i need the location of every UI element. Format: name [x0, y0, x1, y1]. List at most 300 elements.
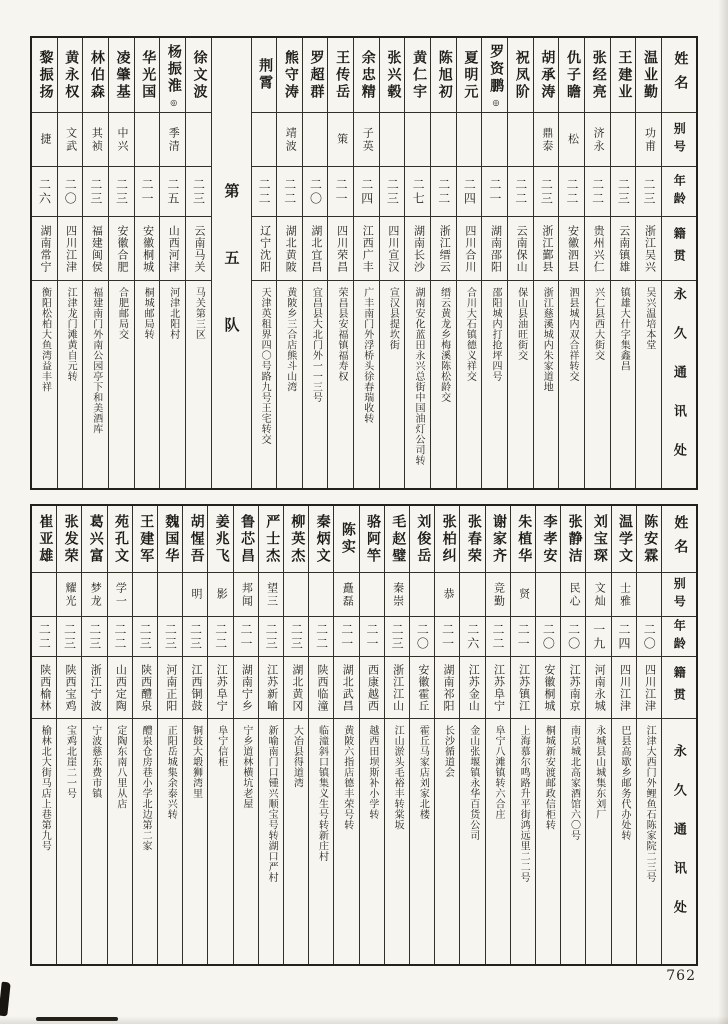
native-place-cell: 四川江津	[58, 216, 83, 280]
name-cell: 温学文	[617, 513, 633, 565]
byname-cell: 捷	[32, 112, 57, 166]
person-column	[405, 38, 431, 488]
native-place-cell: 云南保山	[508, 216, 533, 280]
address-cell: 大冶县得道湾	[284, 718, 308, 964]
native-place-cell: 江苏镇江	[511, 656, 535, 718]
address-cell: 荣昌县安福镇福寿权	[328, 280, 353, 488]
byname-cell: 耀光	[57, 572, 81, 616]
byname-cell: 望三	[259, 572, 283, 616]
scan-edge-shadow-bottom	[0, 1016, 728, 1024]
person-column	[536, 506, 561, 964]
age-cell: 二三	[158, 616, 182, 656]
native-place-cell: 湖南祁阳	[435, 656, 459, 718]
native-place-cell: 湖北黄冈	[284, 656, 308, 718]
name-cell: 李孝安	[541, 513, 557, 565]
native-place-cell: 湖南长沙	[405, 216, 430, 280]
byname-cell: 鼎泰	[534, 112, 559, 166]
address-cell: 阜宁信柜	[208, 718, 232, 964]
byname-cell: 松	[559, 112, 584, 166]
name-cell: 华光国	[140, 49, 156, 101]
native-place-cell: 安徽合肥	[109, 216, 134, 280]
native-place-cell: 湖南常宁	[32, 216, 57, 280]
age-cell: 二四	[457, 166, 482, 216]
byname-cell	[186, 112, 211, 166]
age-cell: 二三	[259, 616, 283, 656]
native-place-cell: 辽宁沈阳	[252, 216, 277, 280]
byname-cell	[482, 112, 507, 166]
age-cell: 二二	[508, 166, 533, 216]
byname-cell: 文武	[58, 112, 83, 166]
name-cell: 余忠精	[359, 49, 375, 101]
address-cell: 正阳岳城集余泰兴转	[158, 718, 182, 964]
age-cell: 二三	[83, 166, 108, 216]
age-cell: 二二	[585, 166, 610, 216]
age-cell: 二一	[482, 166, 507, 216]
address-cell: 宁波慈东费市镇	[82, 718, 106, 964]
header-address: 永久通讯处	[662, 280, 696, 488]
native-place-cell: 安徽泗县	[559, 216, 584, 280]
byname-cell: 学一	[108, 572, 132, 616]
name-cell: 张静洁	[566, 513, 582, 565]
person-column	[360, 506, 385, 964]
person-column	[508, 38, 534, 488]
squad-divider-column	[212, 38, 252, 488]
address-cell: 广丰南门外浮桥头徐春瑞收转	[354, 280, 379, 488]
native-place-cell: 江苏金山	[460, 656, 484, 718]
person-column	[431, 38, 457, 488]
name-cell: 徐文波	[191, 49, 207, 101]
age-cell: 二一	[511, 616, 535, 656]
byname-cell: 济永	[585, 112, 610, 166]
byname-cell: 其祯	[83, 112, 108, 166]
age-cell: 二二	[252, 166, 277, 216]
address-cell: 兴仁县西大街交	[585, 280, 610, 488]
age-cell: 二〇	[637, 616, 661, 656]
address-cell: 宁乡道林横坑老屋	[234, 718, 258, 964]
address-cell: 临潼斜口镇集义生号转新庄村	[309, 718, 333, 964]
age-cell: 二〇	[303, 166, 328, 216]
age-cell: 二三	[186, 166, 211, 216]
person-column	[252, 38, 278, 488]
name-cell: 荆霄	[257, 58, 273, 92]
name-cell: 朱植华	[516, 513, 532, 565]
person-column	[57, 506, 82, 964]
person-column	[559, 38, 585, 488]
person-column	[58, 38, 84, 488]
roster-table-bottom	[30, 504, 698, 966]
name-cell: 熊守涛	[282, 49, 298, 101]
name-cell: 严士杰	[264, 513, 280, 565]
name-cell: 王建业	[616, 49, 632, 101]
byname-cell: 士雅	[612, 572, 636, 616]
age-cell: 二三	[636, 166, 661, 216]
person-column	[486, 506, 511, 964]
byname-cell: 邦闻	[234, 572, 258, 616]
address-cell: 上海慕尔鸣路升平街鸿远里二二号	[511, 718, 535, 964]
name-cell: 葛兴富	[87, 513, 103, 565]
address-cell: 河津北阳村	[160, 280, 185, 488]
address-cell: 邵阳城内打抢坪四号	[482, 280, 507, 488]
native-place-cell: 云南马关	[186, 216, 211, 280]
byname-cell	[252, 112, 277, 166]
byname-cell: 竞勤	[486, 572, 510, 616]
native-place-cell: 浙江江山	[385, 656, 409, 718]
age-cell: 二一	[328, 166, 353, 216]
header-byname: 别号	[662, 572, 696, 616]
person-column	[109, 38, 135, 488]
person-column	[410, 506, 435, 964]
age-cell: 二三	[385, 616, 409, 656]
annotation-mark: ◎	[490, 96, 500, 107]
person-column	[612, 506, 637, 964]
native-place-cell: 浙江鄞县	[534, 216, 559, 280]
person-column	[32, 506, 57, 964]
header-column	[662, 38, 696, 488]
byname-cell: 恭	[435, 572, 459, 616]
age-cell: 二三	[133, 616, 157, 656]
age-cell: 二三	[611, 166, 636, 216]
name-cell: 陈旭初	[436, 49, 452, 101]
name-cell: 刘宝琛	[591, 513, 607, 565]
name-cell: 胡承涛	[539, 49, 555, 101]
native-place-cell: 四川江津	[637, 656, 661, 718]
address-cell: 桐城新安渡邮政信柜转	[536, 718, 560, 964]
address-cell: 金山张堰镇永华百货公司	[460, 718, 484, 964]
name-cell: 林伯森	[88, 49, 104, 101]
address-cell: 醴泉仓房巷小学北边第二家	[133, 718, 157, 964]
annotation-mark: ◎	[168, 96, 178, 107]
address-cell: 合肥邮局交	[109, 280, 134, 488]
address-cell: 铜鼓大塅狮湾里	[183, 718, 207, 964]
person-column	[82, 506, 107, 964]
name-cell: 杨振淮 ◎	[165, 43, 181, 107]
name-cell: 鲁芯昌	[239, 513, 254, 565]
native-place-cell: 江西铜鼓	[183, 656, 207, 718]
address-cell: 越西田坝斯补小学转	[360, 718, 384, 964]
native-place-cell: 陕西榆林	[32, 656, 56, 718]
byname-cell: 文灿	[586, 572, 610, 616]
person-column	[259, 506, 284, 964]
name-cell: 胡惺吾	[188, 513, 204, 565]
native-place-cell: 江苏南京	[561, 656, 585, 718]
age-cell: 二三	[534, 166, 559, 216]
age-cell: 二一	[234, 616, 258, 656]
header-native: 籍贯	[662, 656, 696, 718]
age-cell: 二〇	[410, 616, 434, 656]
byname-cell: 策	[328, 112, 353, 166]
address-cell: 榆林北大街马店上巷第九号	[32, 718, 56, 964]
byname-cell	[133, 572, 157, 616]
header-age: 年龄	[662, 166, 696, 216]
address-cell: 宝鸡北崖二一号	[57, 718, 81, 964]
byname-cell	[135, 112, 160, 166]
byname-cell: 影	[208, 572, 232, 616]
name-cell: 秦炳文	[314, 513, 330, 565]
address-cell: 黄陂六指店德丰荣号转	[334, 718, 358, 964]
person-column	[133, 506, 158, 964]
age-cell: 二三	[380, 166, 405, 216]
person-column	[585, 38, 611, 488]
name-cell: 陈安霖	[642, 513, 658, 565]
byname-cell: 梦龙	[82, 572, 106, 616]
address-cell: 江津龙门滩黄自元转	[58, 280, 83, 488]
age-cell: 二〇	[536, 616, 560, 656]
native-place-cell: 江苏阜宁	[486, 656, 510, 718]
native-place-cell: 四川宣汉	[380, 216, 405, 280]
age-cell: 二四	[612, 616, 636, 656]
address-cell: 永城县山城集东刘厂	[586, 718, 610, 964]
age-cell: 二〇	[58, 166, 83, 216]
address-cell: 缙云黄龙乡梅溪陈松龄交	[431, 280, 456, 488]
age-cell: 二一	[334, 616, 358, 656]
native-place-cell: 陕西临潼	[309, 656, 333, 718]
byname-cell	[431, 112, 456, 166]
native-place-cell: 安徽桐城	[135, 216, 160, 280]
name-cell: 黎振扬	[37, 49, 53, 101]
native-place-cell: 云南镇雄	[611, 216, 636, 280]
address-cell: 南京城北高家酒馆六〇号	[561, 718, 585, 964]
address-cell: 桐城邮局转	[135, 280, 160, 488]
header-byname: 别号	[662, 112, 696, 166]
native-place-cell: 西康越西	[360, 656, 384, 718]
person-column	[482, 38, 508, 488]
byname-cell	[508, 112, 533, 166]
age-cell: 二四	[354, 166, 379, 216]
native-place-cell: 湖北宜昌	[303, 216, 328, 280]
person-column	[435, 506, 460, 964]
native-place-cell: 湖北武昌	[334, 656, 358, 718]
address-cell: 保山县油旺街交	[508, 280, 533, 488]
header-age: 年龄	[662, 616, 696, 656]
address-cell: 新喻南门口锺兴顺宝号转湖口严村	[259, 718, 283, 964]
byname-cell: 秦崇	[385, 572, 409, 616]
person-column	[234, 506, 259, 964]
byname-cell	[536, 572, 560, 616]
byname-cell	[457, 112, 482, 166]
age-cell: 二六	[32, 166, 57, 216]
native-place-cell: 安徽霍丘	[410, 656, 434, 718]
name-cell: 谢家齐	[491, 513, 507, 565]
native-place-cell: 浙江宁波	[82, 656, 106, 718]
address-cell: 宣汉县提坎街	[380, 280, 405, 488]
native-place-cell: 山西河津	[160, 216, 185, 280]
native-place-cell: 浙江吴兴	[636, 216, 661, 280]
person-column	[108, 506, 133, 964]
native-place-cell: 江西广丰	[354, 216, 379, 280]
age-cell: 二二	[431, 166, 456, 216]
address-cell: 浙江慈溪城内朱家道地	[534, 280, 559, 488]
age-cell: 二〇	[561, 616, 585, 656]
person-column	[637, 506, 662, 964]
address-cell: 天津英租界四〇号路九号王宅转交	[252, 280, 277, 488]
person-column	[208, 506, 233, 964]
native-place-cell: 陕西醴泉	[133, 656, 157, 718]
name-cell: 毛赵璧	[390, 513, 406, 565]
address-cell: 宜昌县大北门外一一三号	[303, 280, 328, 488]
roster-table-top	[30, 36, 698, 490]
person-column	[561, 506, 586, 964]
age-cell: 二二	[486, 616, 510, 656]
name-cell: 王传岳	[334, 49, 350, 101]
age-cell: 二一	[360, 616, 384, 656]
native-place-cell: 湖南邵阳	[482, 216, 507, 280]
name-cell: 苑孔文	[112, 513, 128, 565]
person-column	[186, 38, 212, 488]
name-cell: 崔亚雄	[37, 513, 53, 565]
name-cell: 罗超群	[308, 49, 324, 101]
name-cell: 张柏纠	[440, 513, 456, 565]
name-cell: 张发荣	[62, 513, 78, 565]
address-cell: 黄陂乡三合店熊斗山湾	[277, 280, 302, 488]
native-place-cell: 江苏新喻	[259, 656, 283, 718]
native-place-cell: 山西定陶	[108, 656, 132, 718]
native-place-cell: 河南正阳	[158, 656, 182, 718]
address-cell: 阜宁八滩镇转六合庄	[486, 718, 510, 964]
age-cell: 一九	[586, 616, 610, 656]
name-cell: 柳英杰	[289, 513, 305, 565]
address-cell: 江山淤头毛裕丰转棠坂	[385, 718, 409, 964]
native-place-cell: 陕西宝鸡	[57, 656, 81, 718]
native-place-cell: 四川荣昌	[328, 216, 353, 280]
header-name: 姓名	[672, 515, 688, 563]
byname-cell: 季清	[160, 112, 185, 166]
age-cell: 二三	[109, 166, 134, 216]
page-number: 762	[666, 968, 696, 984]
address-cell: 马关第三区	[186, 280, 211, 488]
name-cell: 罗资鹏 ◎	[488, 43, 504, 107]
name-cell: 刘俊岳	[415, 513, 431, 565]
age-cell: 二三	[82, 616, 106, 656]
byname-cell: 民心	[561, 572, 585, 616]
address-cell: 泗县城内双合祥转交	[559, 280, 584, 488]
byname-cell: 靖波	[277, 112, 302, 166]
age-cell: 二六	[460, 616, 484, 656]
native-place-cell: 浙江缙云	[431, 216, 456, 280]
byname-cell: 中兴	[109, 112, 134, 166]
byname-cell: 子英	[354, 112, 379, 166]
name-cell: 凌肇基	[114, 49, 130, 101]
native-place-cell: 安徽桐城	[536, 656, 560, 718]
byname-cell	[410, 572, 434, 616]
header-address: 永久通讯处	[662, 718, 696, 964]
person-column	[32, 38, 58, 488]
byname-cell	[32, 572, 56, 616]
age-cell: 二一	[135, 166, 160, 216]
person-column	[611, 38, 637, 488]
person-column	[303, 38, 329, 488]
person-column	[457, 38, 483, 488]
person-column	[158, 506, 183, 964]
name-cell: 张兴毂	[385, 49, 401, 101]
person-column	[160, 38, 186, 488]
address-cell: 定陶东南八里从店	[108, 718, 132, 964]
address-cell: 吴兴温培本堂	[636, 280, 661, 488]
person-column	[183, 506, 208, 964]
byname-cell	[158, 572, 182, 616]
header-name: 姓名	[672, 51, 688, 99]
byname-cell	[380, 112, 405, 166]
age-cell: 二三	[284, 616, 308, 656]
byname-cell: 功甫	[636, 112, 661, 166]
native-place-cell: 福建闽侯	[83, 216, 108, 280]
name-cell: 仇子瞻	[565, 49, 581, 101]
age-cell: 二二	[208, 616, 232, 656]
address-cell: 衡阳松柏大鱼湾益丰祥	[32, 280, 57, 488]
person-column	[511, 506, 536, 964]
person-column	[380, 38, 406, 488]
address-cell: 霍丘马家店刘家北楼	[410, 718, 434, 964]
byname-cell	[460, 572, 484, 616]
native-place-cell: 湖北黄陂	[277, 216, 302, 280]
native-place-cell: 湖南宁乡	[234, 656, 258, 718]
person-column	[284, 506, 309, 964]
person-column	[277, 38, 303, 488]
person-column	[354, 38, 380, 488]
native-place-cell: 河南永城	[586, 656, 610, 718]
age-cell: 二三	[57, 616, 81, 656]
person-column	[385, 506, 410, 964]
scan-edge-shadow-right	[718, 0, 728, 1024]
age-cell: 二三	[183, 616, 207, 656]
person-column	[586, 506, 611, 964]
native-place-cell: 四川江津	[612, 656, 636, 718]
name-cell: 陈实	[339, 522, 355, 556]
native-place-cell: 四川合川	[457, 216, 482, 280]
person-column	[309, 506, 334, 964]
age-cell: 二二	[309, 616, 333, 656]
byname-cell: 明	[183, 572, 207, 616]
byname-cell	[611, 112, 636, 166]
person-column	[636, 38, 662, 488]
name-cell: 张经亮	[590, 49, 606, 101]
address-cell: 湖南安化蓝田永兴总街中国油灯公司转	[405, 280, 430, 488]
native-place-cell: 贵州兴仁	[585, 216, 610, 280]
address-cell: 江津大西门外鲤鱼石陈家院二三号	[637, 718, 661, 964]
age-cell: 二七	[405, 166, 430, 216]
address-cell: 长沙循道会	[435, 718, 459, 964]
byname-cell	[360, 572, 384, 616]
name-cell: 黄仁宇	[411, 49, 427, 101]
age-cell: 二二	[559, 166, 584, 216]
address-cell: 福建南门外南公园亭下和美酒库	[83, 280, 108, 488]
age-cell: 二二	[277, 166, 302, 216]
age-cell: 二二	[32, 616, 56, 656]
name-cell: 魏国华	[163, 513, 179, 565]
age-cell: 二五	[160, 166, 185, 216]
person-column	[534, 38, 560, 488]
name-cell: 王建军	[138, 513, 154, 565]
byname-cell: 贤	[511, 572, 535, 616]
address-cell: 合川大石镇德义祥交	[457, 280, 482, 488]
name-cell: 姜兆飞	[213, 513, 229, 565]
header-column	[662, 506, 696, 964]
name-cell: 温业勤	[642, 49, 658, 101]
person-column	[328, 38, 354, 488]
header-native: 籍贯	[662, 216, 696, 280]
byname-cell	[303, 112, 328, 166]
address-cell: 镇雄大什字集鑫昌	[611, 280, 636, 488]
age-cell: 二二	[108, 616, 132, 656]
byname-cell	[309, 572, 333, 616]
person-column	[135, 38, 161, 488]
person-column	[83, 38, 109, 488]
byname-cell: 矗磊	[334, 572, 358, 616]
person-column	[334, 506, 359, 964]
byname-cell	[637, 572, 661, 616]
native-place-cell: 江苏阜宁	[208, 656, 232, 718]
name-cell: 祝凤阶	[513, 49, 529, 101]
name-cell: 骆阿竿	[365, 513, 381, 565]
